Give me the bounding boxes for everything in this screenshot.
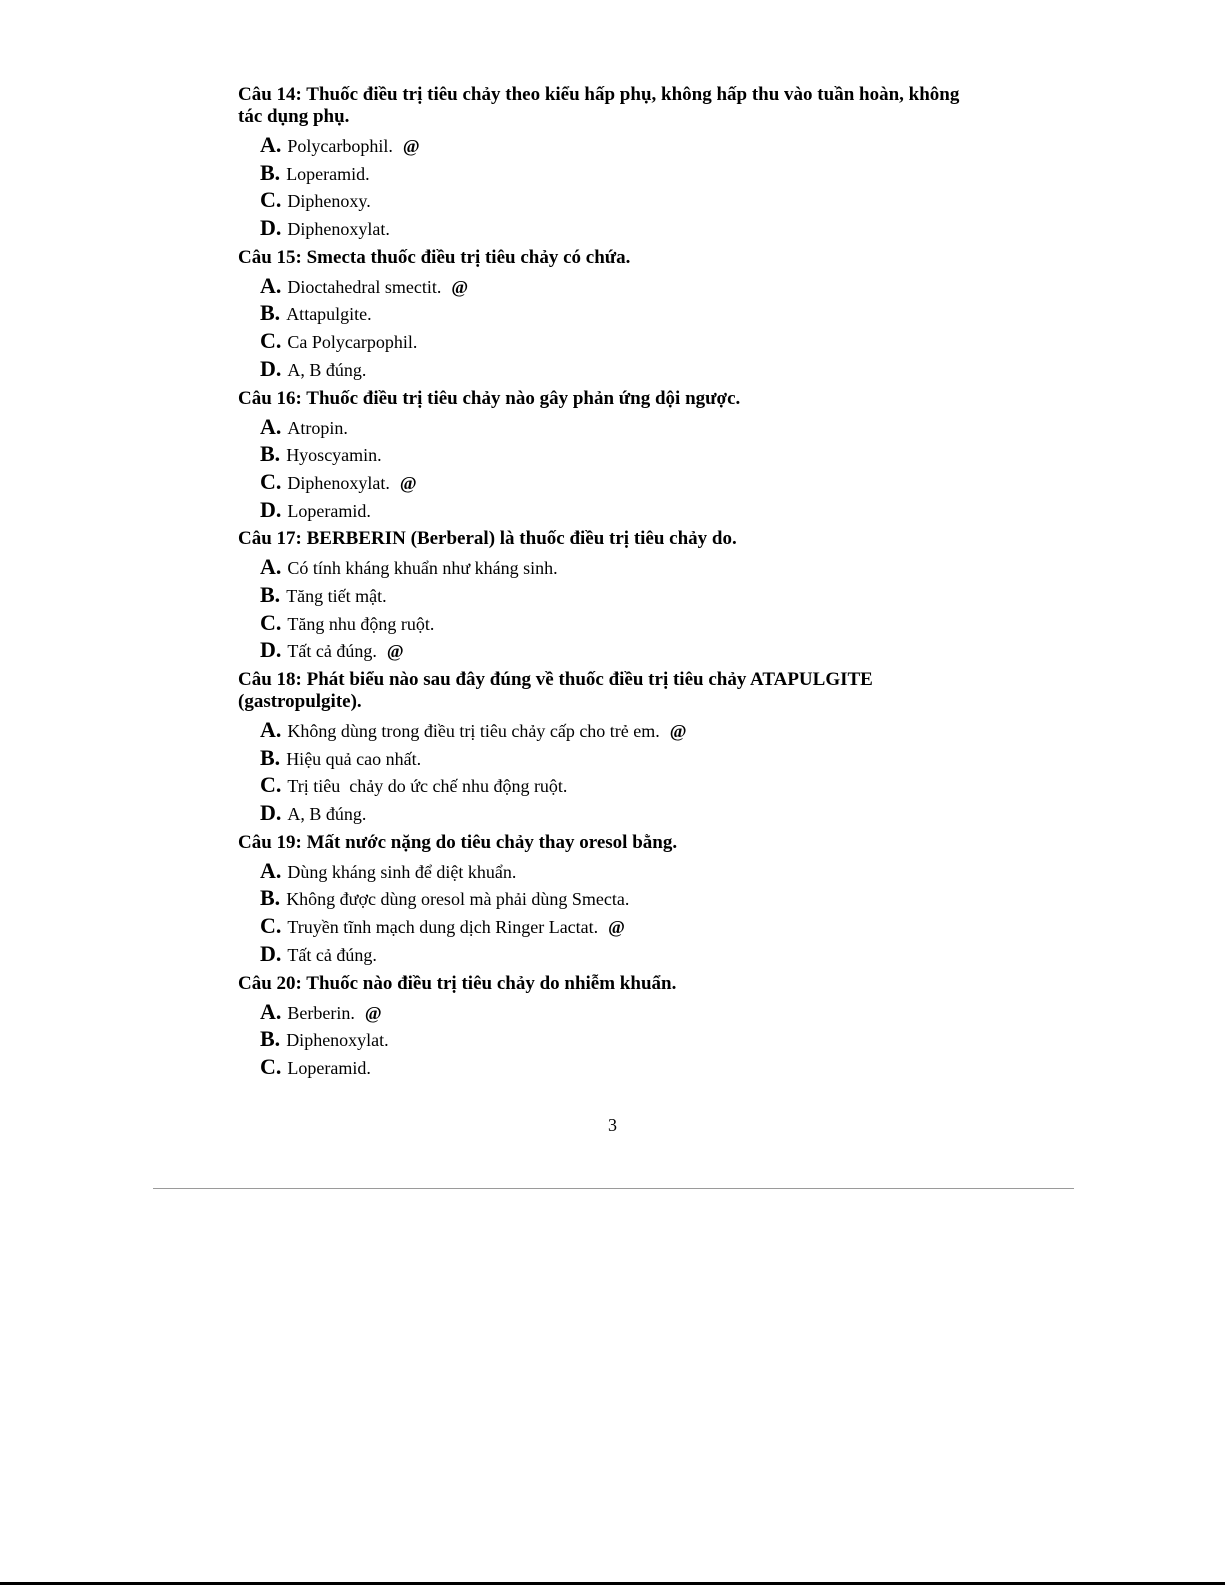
option-b bbox=[260, 581, 983, 609]
option-b bbox=[260, 159, 983, 187]
option-d bbox=[260, 214, 983, 242]
question-title: Câu 17: BERBERIN (Berberal) là thuốc điều trị tiêu chảy do. bbox=[238, 528, 737, 550]
option-b bbox=[260, 1025, 983, 1053]
option-letter: C. bbox=[260, 609, 282, 635]
option-letter: B. bbox=[260, 159, 281, 185]
option-d bbox=[260, 940, 983, 968]
option-text: A, B đúng. bbox=[287, 359, 367, 380]
question-15 bbox=[238, 247, 983, 388]
option-letter: C. bbox=[260, 468, 282, 494]
option-letter: C. bbox=[260, 913, 282, 939]
question-title: Câu 19: Mất nước nặng do tiêu chảy thay oresol bằng. bbox=[238, 831, 678, 853]
option-a bbox=[260, 553, 983, 581]
option-text: Ca Polycarpophil. bbox=[287, 332, 418, 353]
option-c bbox=[260, 609, 983, 637]
option-text: Loperamid. bbox=[287, 1057, 371, 1078]
answer-mark: @ bbox=[364, 1002, 382, 1023]
option-b bbox=[260, 299, 983, 327]
option-letter: D. bbox=[260, 940, 282, 966]
option-text: Tăng tiết mật. bbox=[286, 585, 387, 606]
option-letter: B. bbox=[260, 441, 281, 467]
option-text: Dùng kháng sinh để diệt khuẩn. bbox=[287, 861, 517, 882]
option-d bbox=[260, 496, 983, 524]
option-letter: A. bbox=[260, 857, 282, 883]
question-18 bbox=[238, 669, 983, 832]
option-text: Không được dùng oresol mà phải dùng Smecta. bbox=[286, 889, 630, 910]
question-title: Câu 16: Thuốc điều trị tiêu chảy nào gây phản ứng dội ngược. bbox=[238, 387, 741, 409]
option-c bbox=[260, 1053, 983, 1081]
option-letter: B. bbox=[260, 300, 281, 326]
option-letter: B. bbox=[260, 744, 281, 770]
option-b bbox=[260, 440, 983, 468]
option-letter: C. bbox=[260, 1053, 282, 1079]
option-letter: A. bbox=[260, 413, 282, 439]
option-a bbox=[260, 716, 983, 744]
option-letter: C. bbox=[260, 187, 282, 213]
option-text: Tăng nhu động ruột. bbox=[287, 613, 435, 634]
option-text: Attapulgite. bbox=[286, 304, 372, 325]
option-letter: C. bbox=[260, 328, 282, 354]
page-number: 3 bbox=[608, 1115, 617, 1135]
option-text: Diphenoxylat. bbox=[287, 472, 390, 493]
option-letter: B. bbox=[260, 581, 281, 607]
option-letter: A. bbox=[260, 717, 282, 742]
option-a bbox=[260, 857, 983, 885]
option-letter: D. bbox=[260, 215, 282, 241]
answer-mark: @ bbox=[386, 641, 404, 662]
question-20 bbox=[238, 973, 983, 1081]
option-letter: B. bbox=[260, 885, 281, 911]
question-title: Câu 15: Smecta thuốc điều trị tiêu chảy có chứa. bbox=[238, 246, 631, 268]
question-title: Câu 20: Thuốc nào điều trị tiêu chảy do nhiễm khuẩn. bbox=[238, 972, 677, 994]
option-text: Berberin. bbox=[287, 1002, 355, 1023]
option-text: Diphenoxylat. bbox=[286, 1030, 389, 1051]
option-text: Tất cả đúng. bbox=[287, 944, 377, 965]
option-text: Không dùng trong điều trị tiêu chảy cấp cho trẻ em. bbox=[287, 721, 660, 741]
question-title: Câu 18: Phát biểu nào sau đây đúng về thuốc điều trị tiêu chảy ATAPULGITE (gastropulgite). bbox=[238, 669, 873, 712]
option-text: Diphenoxylat. bbox=[287, 219, 390, 240]
question-14 bbox=[238, 84, 983, 247]
option-d bbox=[260, 799, 983, 827]
option-letter: D. bbox=[260, 637, 282, 663]
option-text: Hyoscyamin. bbox=[286, 445, 382, 466]
answer-mark: @ bbox=[402, 136, 420, 156]
question-17 bbox=[238, 528, 983, 669]
option-a bbox=[260, 131, 983, 159]
option-text: A, B đúng. bbox=[287, 804, 367, 825]
option-c bbox=[260, 771, 983, 799]
option-letter: A. bbox=[260, 272, 282, 298]
option-c bbox=[260, 327, 983, 355]
option-letter: C. bbox=[260, 772, 282, 798]
option-text: Tất cả đúng. bbox=[287, 641, 377, 662]
page-separator bbox=[153, 1188, 1074, 1189]
option-letter: D. bbox=[260, 355, 282, 381]
option-c bbox=[260, 468, 983, 496]
question-16 bbox=[238, 388, 983, 529]
option-text: Truyền tĩnh mạch dung dịch Ringer Lactat. bbox=[287, 917, 599, 938]
option-text: Có tính kháng khuẩn như kháng sinh. bbox=[287, 558, 558, 579]
option-text: Polycarbophil. bbox=[287, 136, 393, 156]
answer-mark: @ bbox=[669, 721, 687, 741]
question-title: Câu 14: Thuốc điều trị tiêu chảy theo kiểu hấp phụ, không hấp thu vào tuần hoàn, không tác dụng phụ. bbox=[238, 84, 960, 127]
option-text: Diphenoxy. bbox=[287, 191, 371, 212]
option-text: Dioctahedral smectit. bbox=[287, 276, 442, 297]
option-c bbox=[260, 186, 983, 214]
question-19 bbox=[238, 832, 983, 973]
option-b bbox=[260, 744, 983, 772]
option-d bbox=[260, 355, 983, 383]
answer-mark: @ bbox=[451, 276, 469, 297]
option-text: Loperamid. bbox=[286, 163, 370, 184]
option-a bbox=[260, 272, 983, 300]
option-letter: D. bbox=[260, 496, 282, 522]
option-c bbox=[260, 912, 983, 940]
option-b bbox=[260, 884, 983, 912]
option-letter: A. bbox=[260, 998, 282, 1024]
answer-mark: @ bbox=[608, 917, 625, 938]
option-letter: B. bbox=[260, 1026, 281, 1052]
question-list bbox=[238, 84, 983, 1081]
answer-mark: @ bbox=[399, 472, 417, 493]
option-a bbox=[260, 998, 983, 1026]
option-text: Atropin. bbox=[287, 417, 348, 438]
option-text: Loperamid. bbox=[287, 500, 371, 521]
option-text: Trị tiêu chảy do ức chế nhu động ruột. bbox=[287, 776, 568, 797]
option-a bbox=[260, 413, 983, 441]
option-d bbox=[260, 636, 983, 664]
option-letter: D. bbox=[260, 800, 282, 826]
option-letter: A. bbox=[260, 132, 282, 157]
option-letter: A. bbox=[260, 554, 282, 580]
option-text: Hiệu quả cao nhất. bbox=[286, 748, 422, 769]
